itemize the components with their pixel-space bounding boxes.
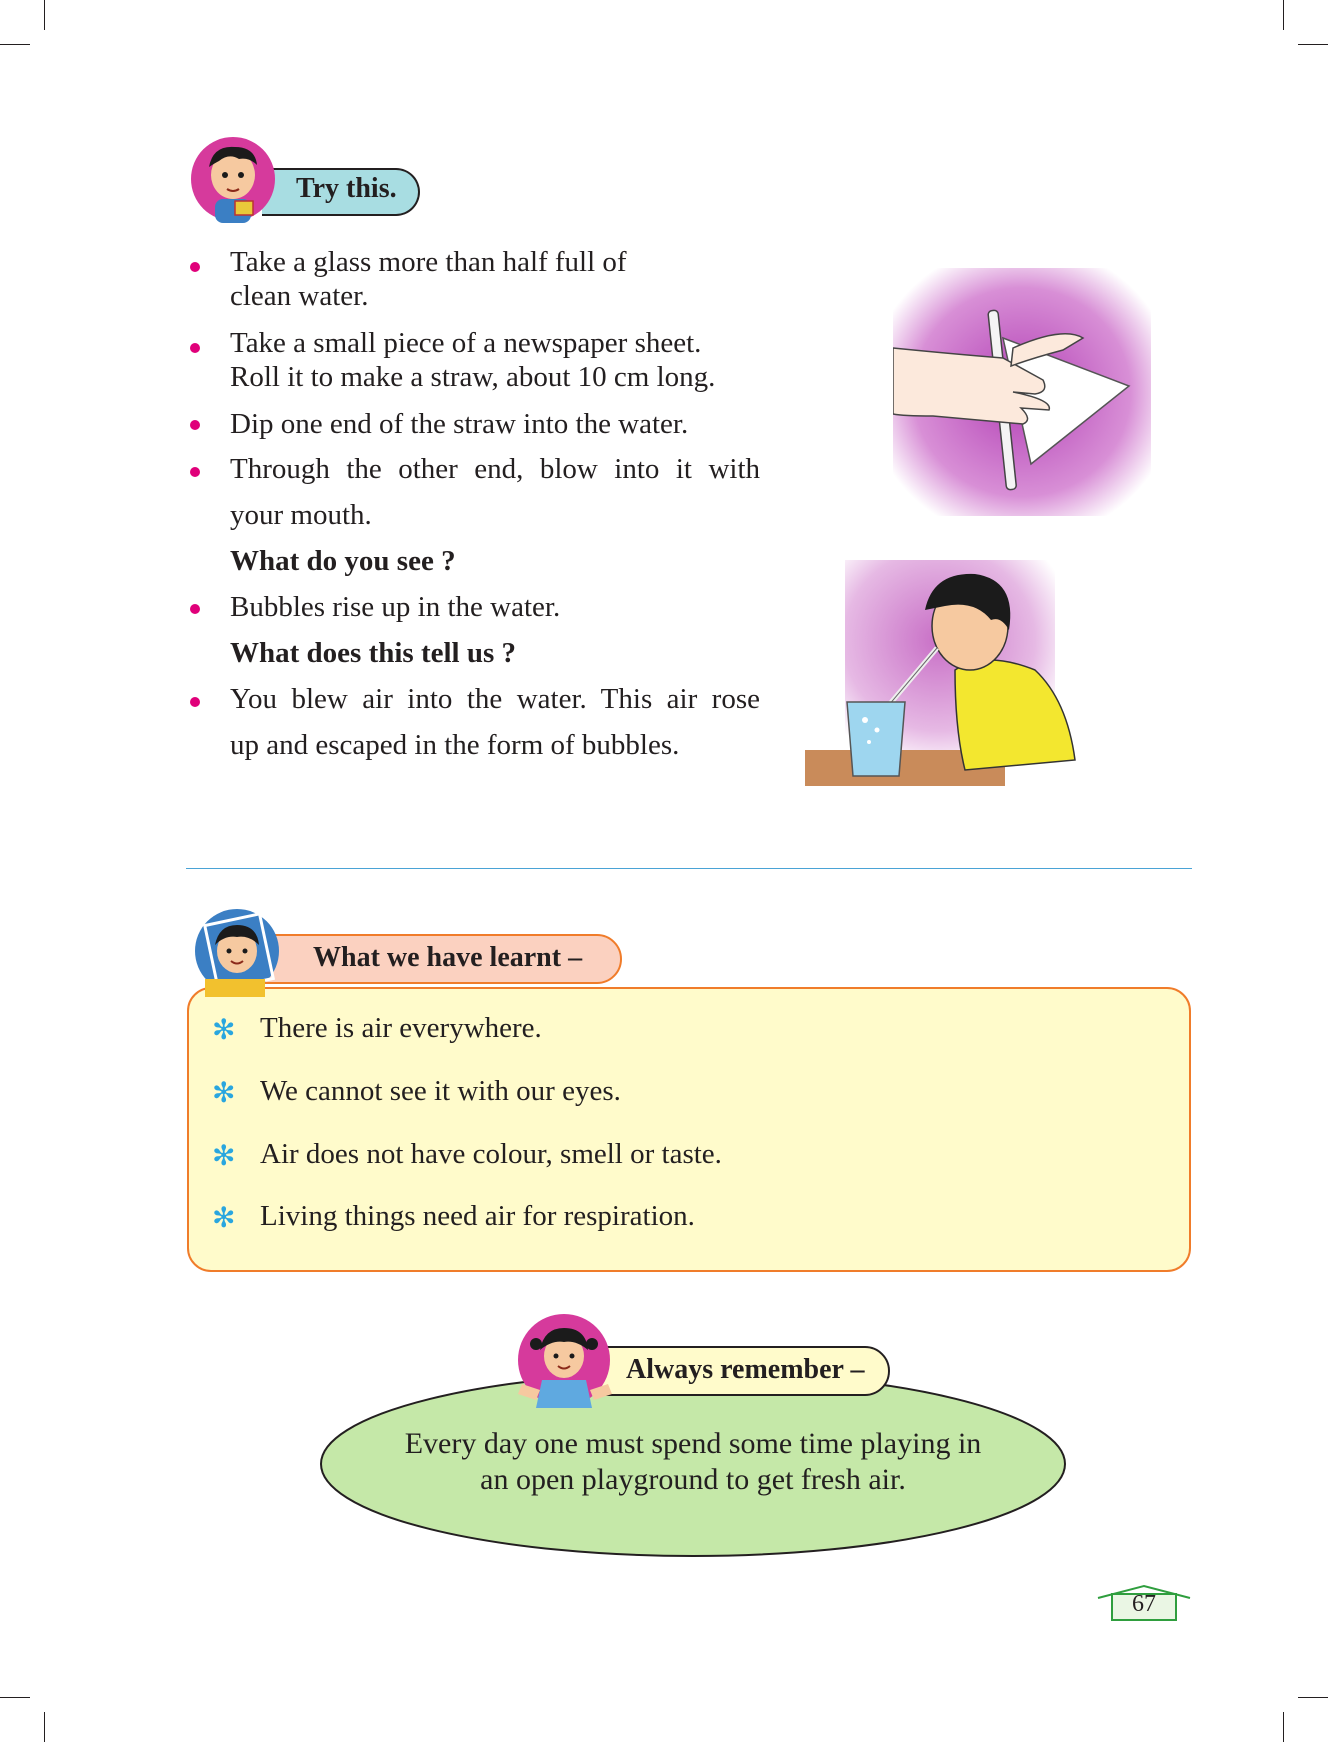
instruction-line: Dip one end of the straw into the water. [230,408,689,440]
instruction-line: Take a glass more than half full of [230,246,627,278]
bullet-dot [190,604,200,614]
crop-mark [1283,1712,1284,1742]
bullet-dot [190,697,200,707]
bullet-dot [190,420,200,430]
boy-blowing-bubbles-illustration [805,560,1095,786]
learnt-item: Living things need air for respiration. [260,1200,695,1232]
boy-avatar-icon [189,135,287,227]
rolling-straw-illustration [893,268,1151,516]
learnt-item: Air does not have colour, smell or taste. [260,1138,722,1170]
question-heading: What do you see ? [230,545,456,577]
bullet-dot [190,343,200,353]
question-heading: What does this tell us ? [230,637,517,669]
girl-avatar-icon [512,1310,620,1410]
answer-line: Bubbles rise up in the water. [230,591,561,623]
answer-line: up and escaped in the form of bubbles. [230,729,680,761]
answer-line: You blew air into the water. This air rose [230,683,760,715]
instruction-line: Through the other end, blow into it with [230,453,760,485]
remember-title: Always remember – [626,1354,865,1385]
instruction-line: Take a small piece of a newspaper sheet. [230,327,702,359]
remember-line: an open playground to get fresh air. [480,1463,906,1496]
crop-mark [0,44,30,45]
girl-avatar-icon [185,905,291,1001]
try-this-title: Try this. [296,173,397,204]
crop-mark [1298,1697,1328,1698]
instruction-line: your mouth. [230,499,372,531]
asterisk-icon: ✻ [212,1078,236,1109]
remember-line: Every day one must spend some time playing in [404,1427,982,1460]
crop-mark [1298,44,1328,45]
instruction-line: Roll it to make a straw, about 10 cm long. [230,361,716,393]
learnt-item: There is air everywhere. [260,1012,542,1044]
crop-mark [0,1697,30,1698]
bullet-dot [190,262,200,272]
crop-mark [44,1712,45,1742]
asterisk-icon: ✻ [212,1141,236,1172]
remember-text [380,1426,1006,1498]
learnt-item: We cannot see it with our eyes. [260,1075,621,1107]
instruction-line: clean water. [230,280,369,312]
asterisk-icon: ✻ [212,1203,236,1234]
section-divider [186,868,1192,869]
crop-mark [1283,0,1284,30]
learnt-title: What we have learnt – [313,942,583,973]
asterisk-icon: ✻ [212,1015,236,1046]
crop-mark [44,0,45,30]
page-number: 67 [1132,1591,1156,1617]
bullet-dot [190,467,200,477]
